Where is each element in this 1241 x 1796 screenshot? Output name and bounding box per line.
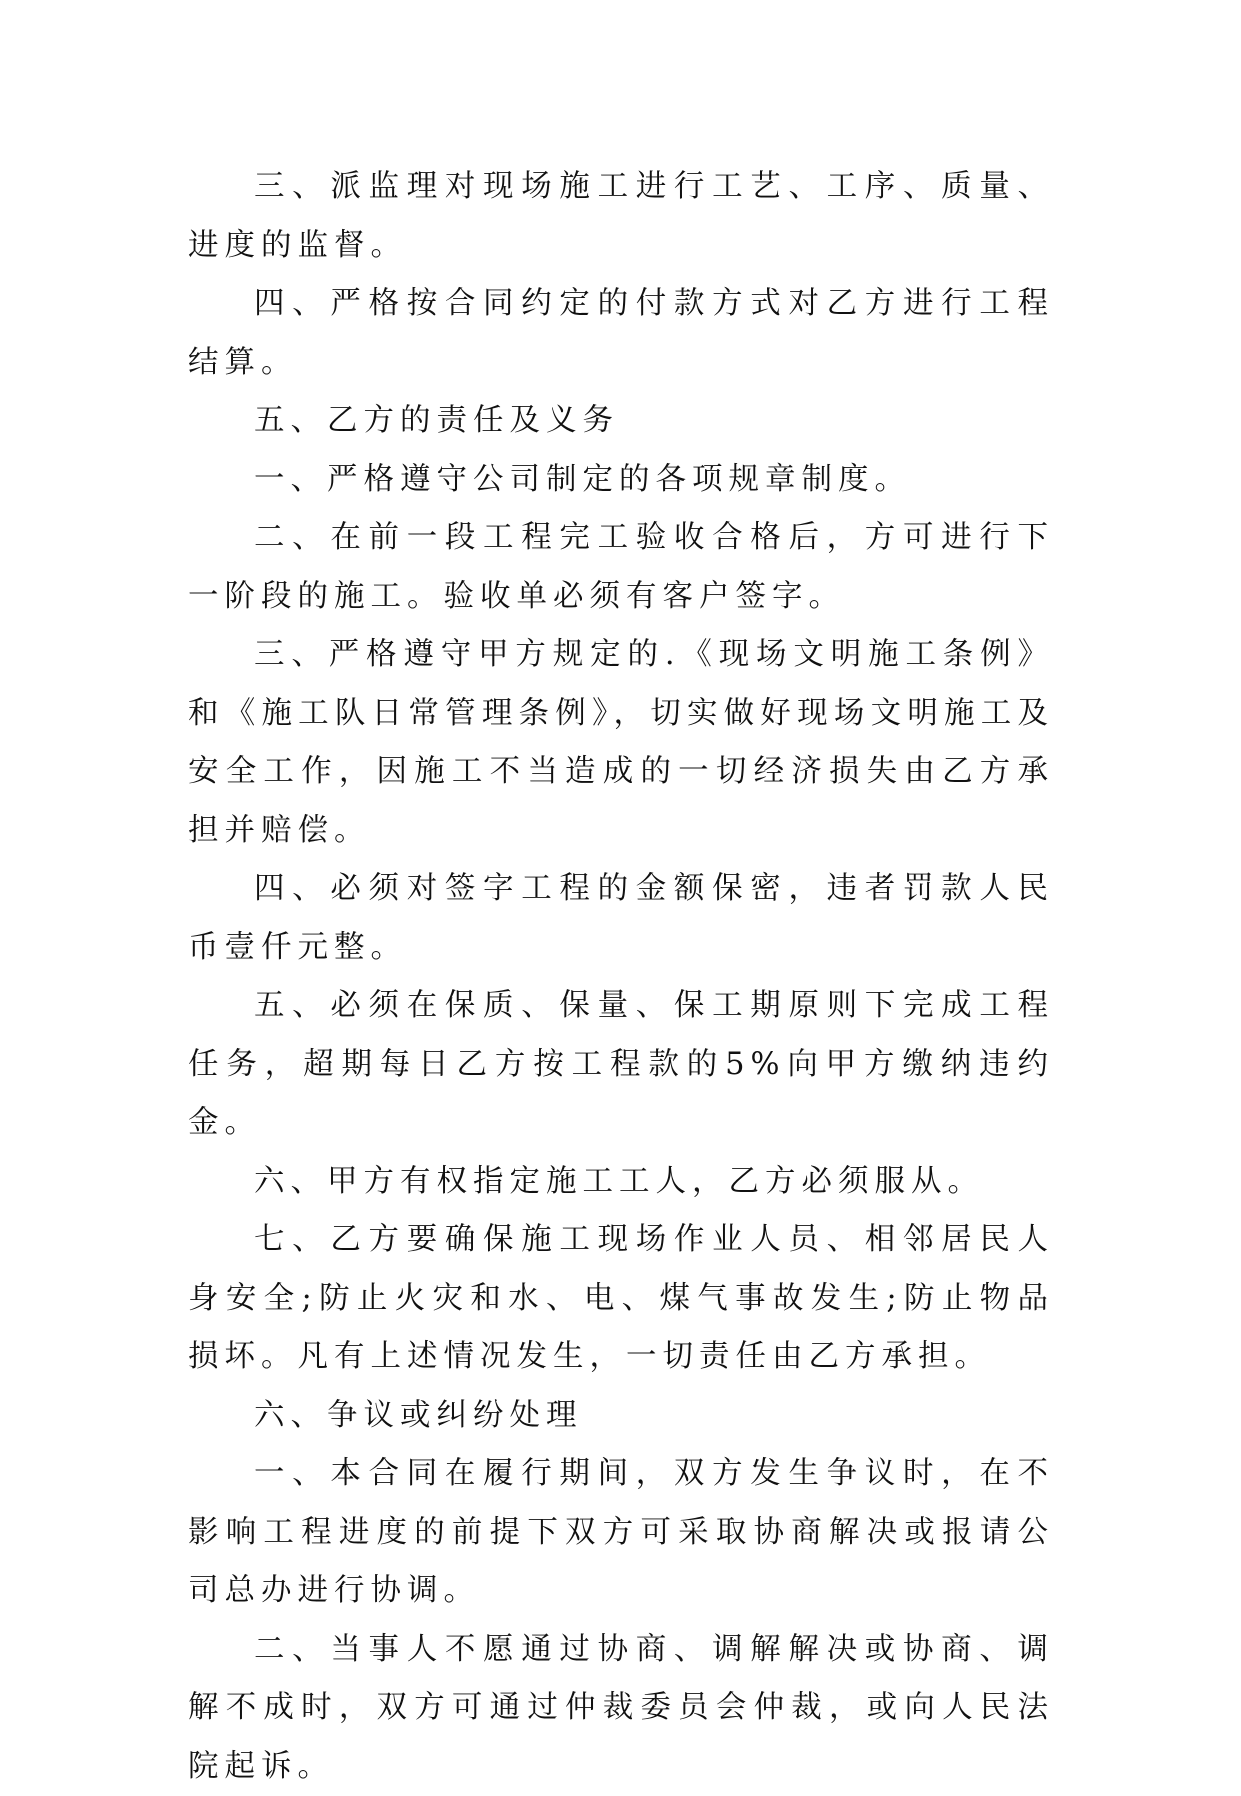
paragraph-supervision-duty: 三、派监理对现场施工进行工艺、工序、质量、进度的监督。: [188, 158, 1054, 275]
paragraph-confidentiality: 四、必须对签字工程的金额保密，违者罚款人民币壹仟元整。: [188, 860, 1054, 977]
paragraph-comply-rules: 一、严格遵守公司制定的各项规章制度。: [188, 451, 1054, 510]
paragraph-arbitration: 二、当事人不愿通过协商、调解解决或协商、调解不成时，双方可通过仲裁委员会仲裁，或向人民法院起诉。: [188, 1621, 1054, 1796]
paragraph-assign-workers: 六、甲方有权指定施工工人，乙方必须服从。: [188, 1153, 1054, 1212]
paragraph-stage-acceptance: 二、在前一段工程完工验收合格后，方可进行下一阶段的施工。验收单必须有客户签字。: [188, 509, 1054, 626]
paragraph-schedule-penalty: 五、必须在保质、保量、保工期原则下完成工程任务，超期每日乙方按工程款的5%向甲方缴纳违约金。: [188, 977, 1054, 1153]
section-heading-disputes: 六、争议或纠纷处理: [188, 1387, 1054, 1446]
paragraph-settlement-duty: 四、严格按合同约定的付款方式对乙方进行工程结算。: [188, 275, 1054, 392]
section-heading-party-b-duties: 五、乙方的责任及义务: [188, 392, 1054, 451]
paragraph-negotiation: 一、本合同在履行期间，双方发生争议时，在不影响工程进度的前提下双方可采取协商解决或报请公司总办进行协调。: [188, 1445, 1054, 1621]
paragraph-civilized-construction: 三、严格遵守甲方规定的.《现场文明施工条例》和《施工队日常管理条例》，切实做好现场文明施工及安全工作，因施工不当造成的一切经济损失由乙方承担并赔偿。: [188, 626, 1054, 860]
document-body: [188, 158, 1054, 1796]
paragraph-safety: 七、乙方要确保施工现场作业人员、相邻居民人身安全;防止火灾和水、电、煤气事故发生;防止物品损坏。凡有上述情况发生，一切责任由乙方承担。: [188, 1211, 1054, 1387]
